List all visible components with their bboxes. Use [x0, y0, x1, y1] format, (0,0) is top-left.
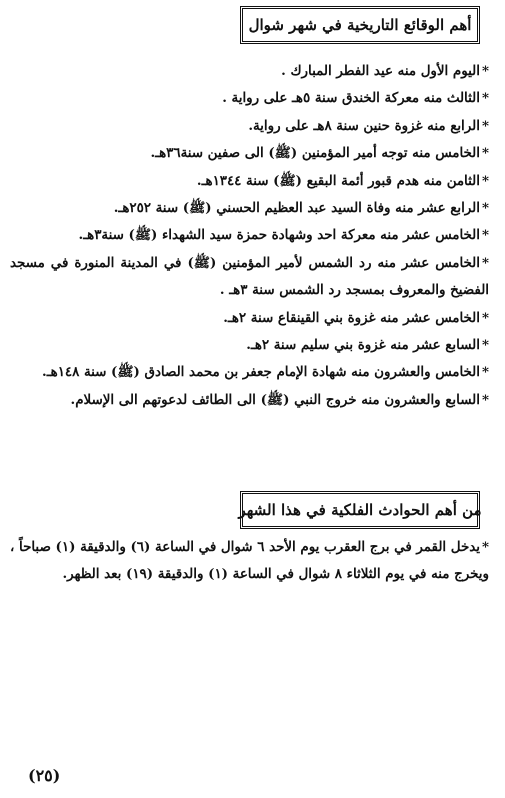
list-item: *الخامس عشر منه معركة احد وشهادة حمزة سيد الشهداء (ﷺ) سنة٣هـ.	[10, 222, 489, 249]
list-item: *الرابع عشر منه وفاة السيد عبد العظيم الحسني (ﷺ) سنة ٢٥٢هـ.	[10, 195, 489, 222]
section-title-text: من أهم الحوادث الفلكية في هذا الشهر	[238, 501, 482, 519]
bullet: *	[481, 200, 489, 217]
bullet: *	[481, 117, 489, 134]
list-item: *الخامس عشر منه رد الشمس لأمير المؤمنين (ﷺ) في المدينة المنورة في مسجد الفضيخ والمعروف بمسجد رد الشمس سنة ٣هـ .	[10, 250, 489, 305]
bullet: *	[481, 227, 489, 244]
bullet: *	[481, 391, 489, 408]
list-item: *الخامس عشر منه غزوة بني القينقاع سنة ٢هـ.	[10, 305, 489, 332]
bullet: *	[481, 309, 489, 326]
bullet: *	[481, 63, 489, 79]
list-item: *الرابع منه غزوة حنين سنة ٨هـ على رواية.	[10, 113, 489, 140]
list-item: *الخامس منه توجه أمير المؤمنين (ﷺ) الى صفين سنة٣٦هـ.	[10, 140, 489, 167]
section-title-historical-events	[240, 6, 480, 44]
bullet: *	[481, 337, 489, 354]
section-title-astronomical-events	[240, 491, 480, 529]
bullet: *	[481, 172, 489, 189]
bullet: *	[481, 90, 489, 107]
list-item: *الثامن منه هدم قبور أئمة البقيع (ﷺ) سنة ١٣٤٤هـ.	[10, 168, 489, 195]
bullet: *	[481, 254, 489, 271]
list-item: *الثالث منه معركة الخندق سنة ٥هـ على رواية .	[10, 85, 489, 112]
list-item: *السابع عشر منه غزوة بني سليم سنة ٢هـ.	[10, 332, 489, 359]
bullet: *	[481, 145, 489, 162]
list-item: *اليوم الأول منه عيد الفطر المبارك .	[10, 58, 489, 85]
astronomical-events-list	[10, 534, 489, 589]
bullet: *	[481, 539, 489, 555]
bullet: *	[481, 364, 489, 381]
list-item: *الخامس والعشرون منه شهادة الإمام جعفر بن محمد الصادق (ﷺ) سنة ١٤٨هـ.	[10, 359, 489, 386]
page-number: (٢٥)	[28, 766, 61, 785]
historical-events-list	[10, 58, 489, 414]
list-item: *السابع والعشرون منه خروج النبي (ﷺ) الى الطائف لدعوتهم الى الإسلام.	[10, 387, 489, 414]
section-title-text: أهم الوقائع التاريخية في شهر شوال	[248, 16, 472, 34]
list-item: *يدخل القمر في برج العقرب يوم الأحد ٦ شوال في الساعة (٦) والدقيقة (١) صباحاً ، ويخرج منه في يوم الثلاثاء ٨ شوال في الساعة (١) والدقيقة (١٩) بعد الظهر.	[10, 534, 489, 589]
